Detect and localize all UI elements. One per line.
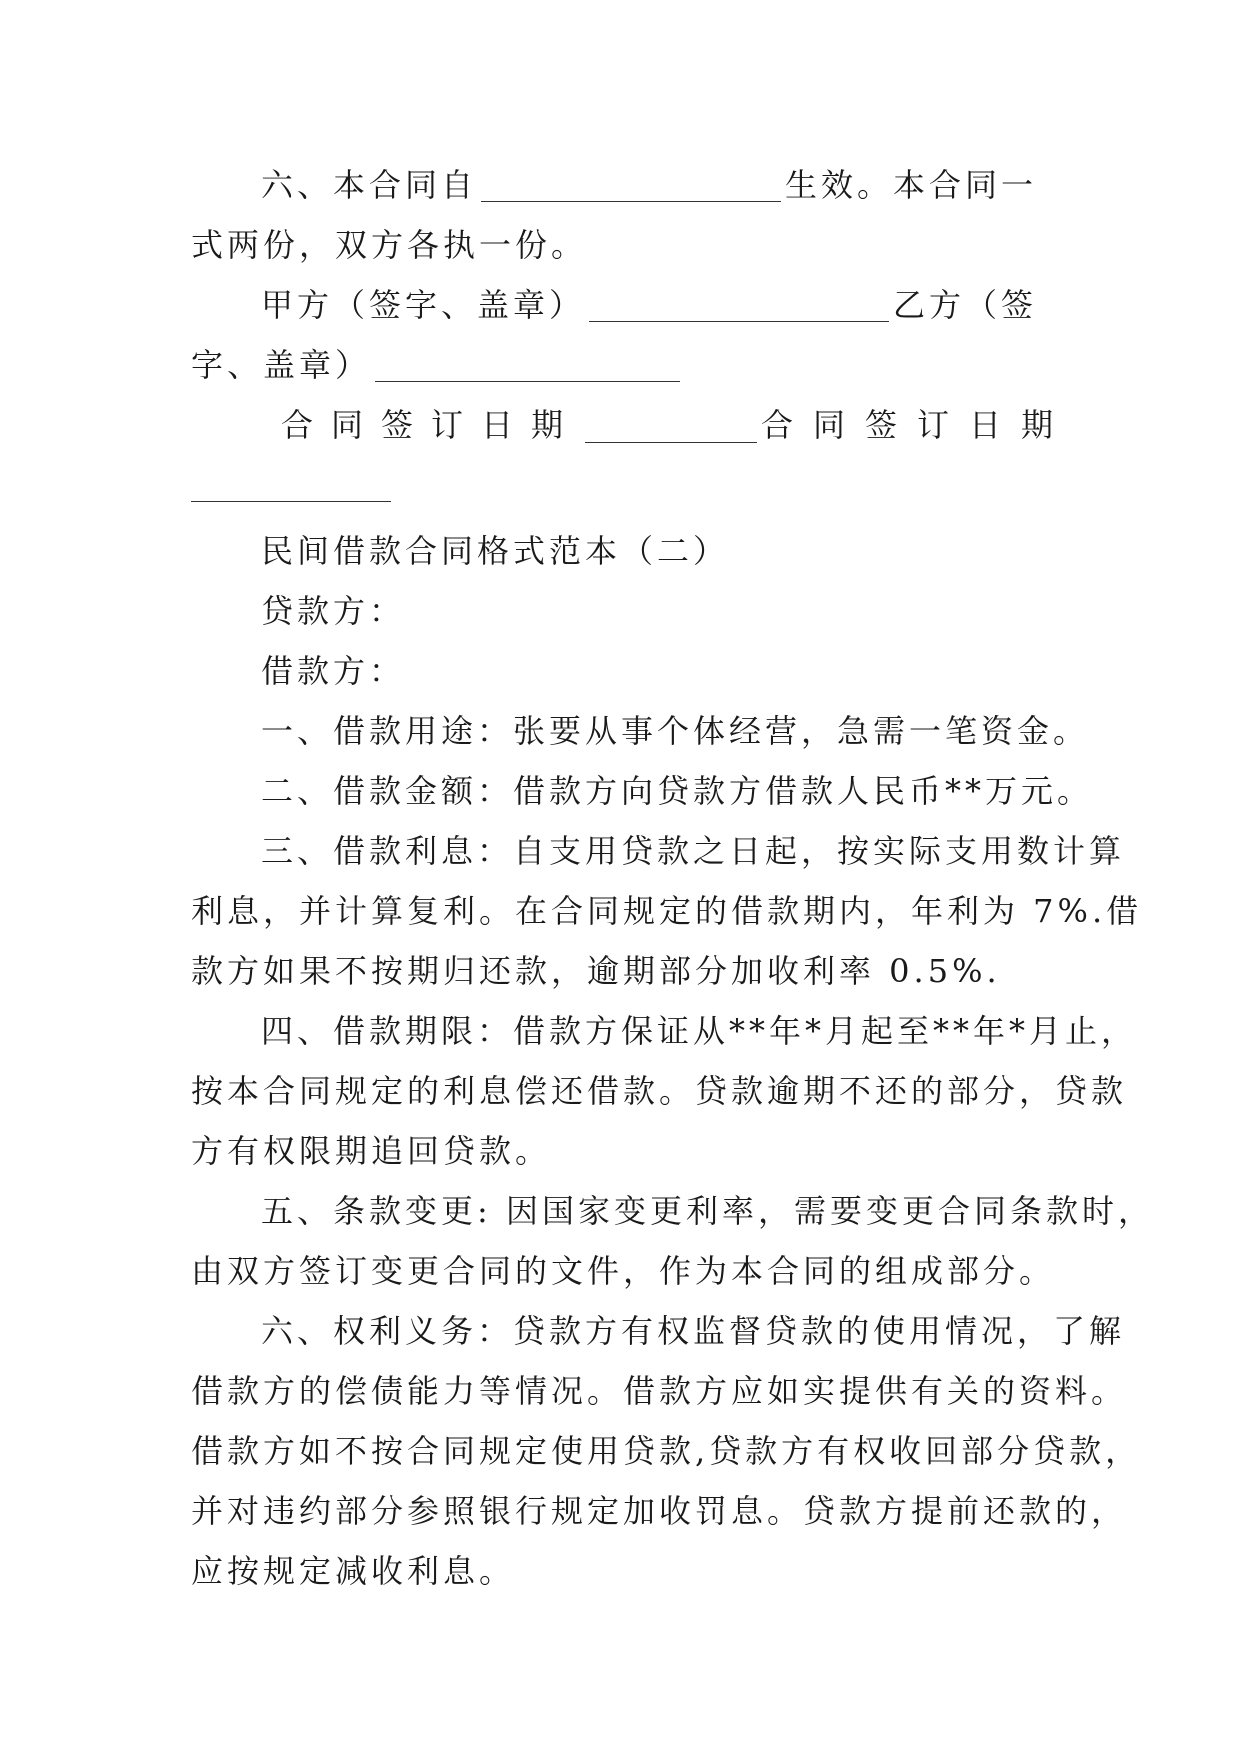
sign-date-blank-b <box>191 467 391 502</box>
clause-3-line-3 <box>191 941 1053 1001</box>
clause-6-text-4: 并对违约部分参照银行规定加收罚息。贷款方提前还款的， <box>191 1492 1128 1530</box>
effective-clause-suffix: 生效。本合同一 <box>785 166 1038 204</box>
clause-6-text-5: 应按规定减收利息。 <box>191 1552 516 1590</box>
lender-line <box>191 581 1053 641</box>
borrower-line <box>191 641 1053 701</box>
clause-6-line-1 <box>191 1301 1126 1361</box>
clause-2-text: 二、借款金额：借款方向贷款方借款人民币**万元。 <box>261 772 1094 810</box>
clause-3-line-2 <box>191 881 1143 941</box>
party-a-signature-blank <box>589 287 889 322</box>
copies-line <box>191 215 1053 275</box>
borrower-label: 借款方： <box>261 652 406 690</box>
clause-5-text-2: 由双方签订变更合同的文件，作为本合同的组成部分。 <box>191 1252 1056 1290</box>
copies-text: 式两份，双方各执一份。 <box>191 226 588 264</box>
clause-5-line-2 <box>191 1241 1056 1301</box>
clause-6-line-2 <box>191 1361 1128 1421</box>
effective-clause-prefix: 六、本合同自 <box>261 166 478 204</box>
clause-6-text-1: 六、权利义务：贷款方有权监督贷款的使用情况，了解 <box>261 1312 1126 1350</box>
clause-4-line-1 <box>191 1001 1138 1061</box>
clause-3-text-1: 三、借款利息：自支用贷款之日起，按实际支用数计算 <box>261 832 1126 870</box>
clause-6-line-3 <box>191 1421 1142 1481</box>
sign-date-line <box>191 395 1073 455</box>
clause-4-text-3: 方有权限期追回贷款。 <box>191 1132 552 1170</box>
clause-4-line-2 <box>191 1061 1128 1121</box>
clause-3-text-3: 款方如果不按期归还款，逾期部分加收利率 0.5%. <box>191 952 1001 990</box>
clause-4-text-1: 四、借款期限：借款方保证从**年*月起至**年*月止， <box>261 1012 1138 1050</box>
clause-1-line-1 <box>191 701 1090 761</box>
clause-5-line-1 <box>191 1181 1154 1241</box>
clause-1-text: 一、借款用途：张要从事个体经营，急需一笔资金。 <box>261 712 1090 750</box>
clause-6-text-3: 借款方如不按合同规定使用贷款,贷款方有权收回部分贷款， <box>191 1432 1142 1470</box>
clause-2-line-1 <box>191 761 1094 821</box>
clause-4-text-2: 按本合同规定的利息偿还借款。贷款逾期不还的部分，贷款 <box>191 1072 1128 1110</box>
clause-6-line-4 <box>191 1481 1128 1541</box>
clause-6-line-5 <box>191 1541 1053 1601</box>
document-title <box>191 521 1053 581</box>
signature-line-b <box>191 335 1053 395</box>
sign-date-label-a: 合同签订日期 <box>281 406 582 444</box>
signature-line-a <box>191 275 1053 335</box>
party-b-signature-blank <box>375 347 680 382</box>
clause-3-line-1 <box>191 821 1126 881</box>
title-text: 民间借款合同格式范本（二） <box>261 532 730 570</box>
party-a-label: 甲方（签字、盖章） <box>261 286 586 324</box>
effective-date-blank <box>481 167 781 202</box>
lender-label: 贷款方： <box>261 592 406 630</box>
clause-6-text-2: 借款方的偿债能力等情况。借款方应如实提供有关的资料。 <box>191 1372 1128 1410</box>
sign-date-blank-a <box>585 408 757 443</box>
document-page <box>191 155 1154 1601</box>
clause-5-text-1: 五、条款变更: 因国家变更利率，需要变更合同条款时， <box>261 1192 1154 1230</box>
sign-date-blank-line <box>191 455 1053 515</box>
effective-clause-line <box>191 155 1053 215</box>
clause-3-text-2: 利息，并计算复利。在合同规定的借款期内，年利为 7%.借 <box>191 892 1143 930</box>
party-b-label-end: 字、盖章） <box>191 346 372 384</box>
sign-date-label-b: 合同签订日期 <box>760 406 1073 444</box>
clause-4-line-3 <box>191 1121 1053 1181</box>
party-b-label-start: 乙方（签 <box>893 286 1038 324</box>
